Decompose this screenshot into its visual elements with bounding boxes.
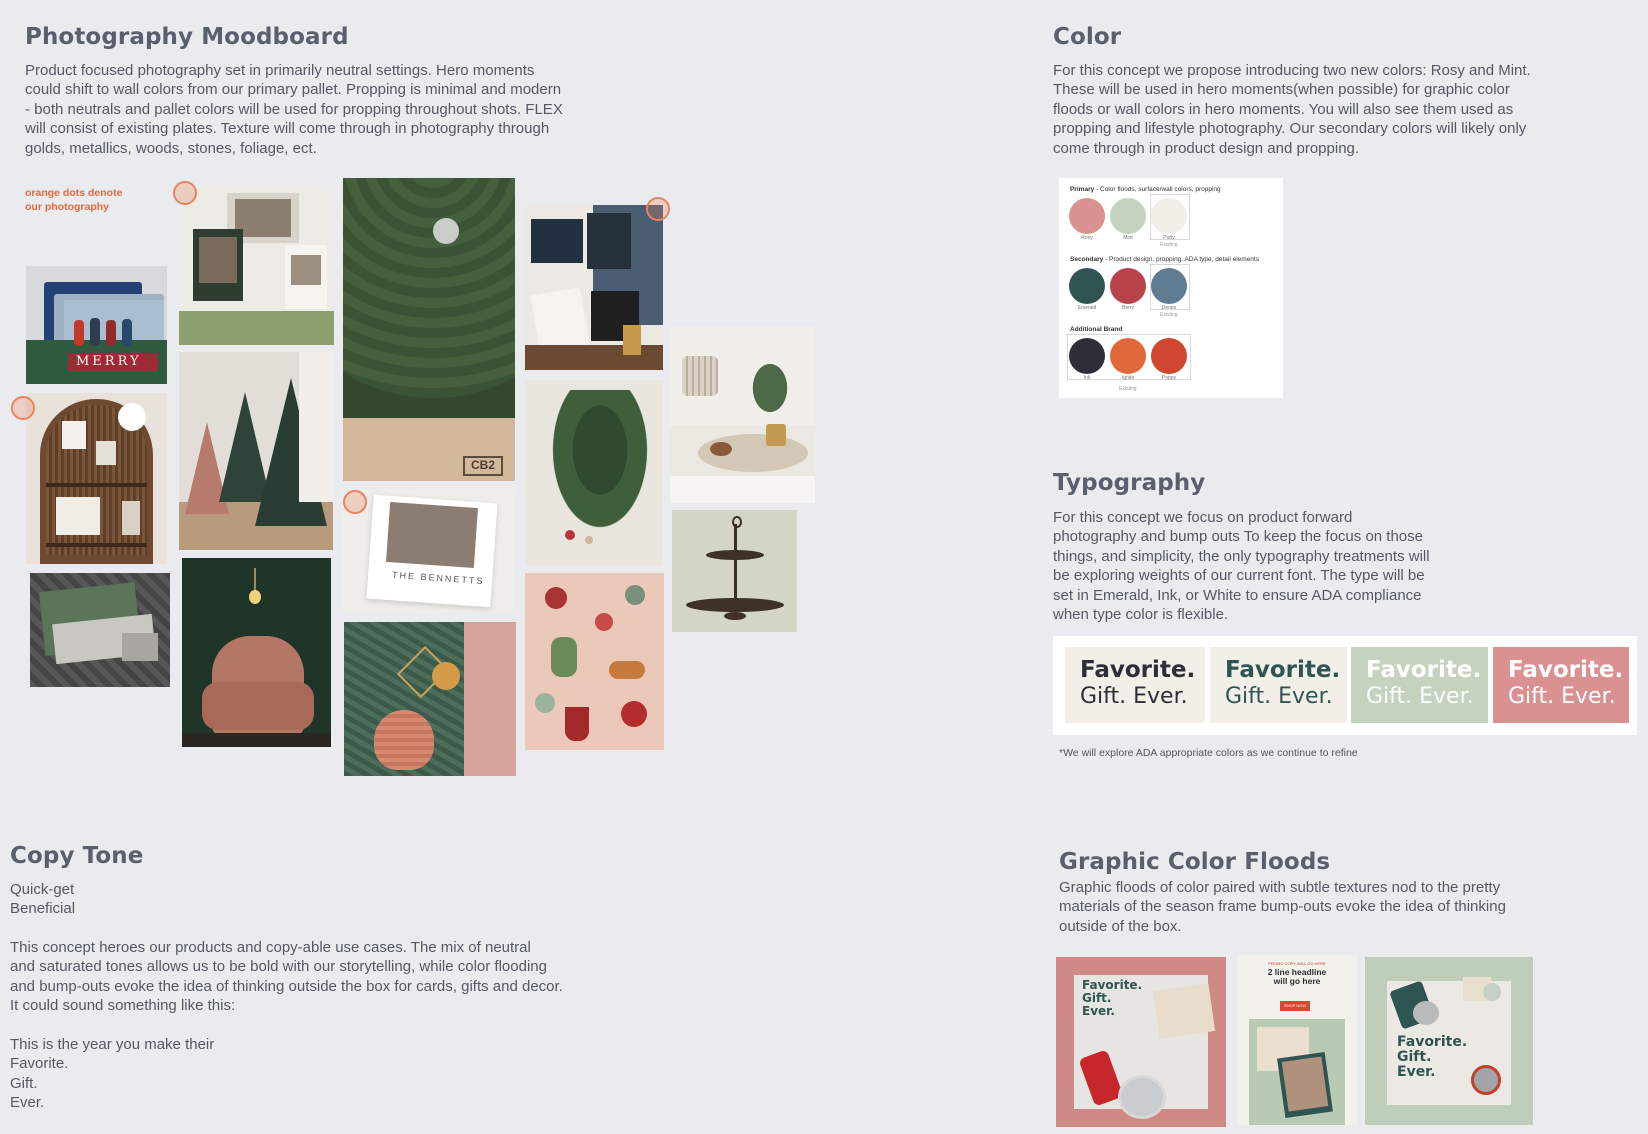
typography-title: Typography xyxy=(1053,470,1206,496)
flood-card-mint xyxy=(1365,957,1533,1125)
photo-paper-trees xyxy=(179,352,333,550)
type-samples-panel xyxy=(1053,636,1637,735)
photo-merry-cards xyxy=(26,266,167,384)
orange-dot-marker xyxy=(11,396,35,420)
swatch-label: Mint xyxy=(1123,235,1133,241)
photo-velvet-chair xyxy=(182,558,331,747)
photo-card-display xyxy=(525,205,663,370)
swatch-label: Putty xyxy=(1163,235,1175,241)
copy-tone-example: This is the year you make their Favorite. Gift. Ever. xyxy=(10,1036,215,1112)
copy-tone-title: Copy Tone xyxy=(10,843,144,869)
swatch-label: Emerald xyxy=(1077,305,1097,311)
swatch-mint xyxy=(1110,198,1146,234)
swatch-label: Poppy xyxy=(1161,375,1177,381)
orange-dot-marker xyxy=(343,490,367,514)
merry-text: MERRY xyxy=(76,354,142,369)
photo-ornaments-flatlay xyxy=(525,573,664,750)
type-sample-rosy: Favorite. Gift. Ever. xyxy=(1493,647,1629,723)
bennetts-text: THE BENNETTS xyxy=(391,569,485,587)
type-sample-emerald: Favorite. Gift. Ever. xyxy=(1210,647,1347,723)
swatch-label: Ink xyxy=(1083,375,1091,381)
photo-tree-skirt xyxy=(343,178,515,481)
swatch-putty xyxy=(1151,198,1187,234)
swatch-berry xyxy=(1110,268,1146,304)
existing-label: Existing xyxy=(1160,312,1178,318)
color-palette-card xyxy=(1059,178,1283,398)
graphic-floods-description: Graphic floods of color paired with subtle textures nod to the pretty materials of the season frame bump-outs evoke the idea of thinking outside of the box. xyxy=(1059,879,1506,935)
swatch-ignite xyxy=(1110,338,1146,374)
type-sample-mint: Favorite. Gift. Ever. xyxy=(1351,647,1488,723)
photo-arch-shelf xyxy=(26,393,167,564)
flood-card-email xyxy=(1237,955,1357,1125)
swatch-emerald xyxy=(1069,268,1105,304)
flood-card-rosy-text: Favorite. Gift. Ever. xyxy=(1082,978,1143,1018)
flood-email-eyebrow: PROMO COPY WILL GO HERE xyxy=(1268,961,1326,966)
flood-card-mint-text: Favorite. Gift. Ever. xyxy=(1397,1034,1468,1080)
copy-tone-description: This concept heroes our products and copy-able use cases. The mix of neutral and saturated tones allows us to be bold with our storytelling, while color flooding and bump-outs evoke the idea of thinking outside the box for cards, gifts and decor. It could sound something like this: xyxy=(10,939,563,1015)
orange-dots-note: orange dots denote our photography xyxy=(25,187,123,213)
copy-tone-attributes: Quick-get Beneficial xyxy=(10,881,76,918)
moodboard-description: Product focused photography set in primarily neutral settings. Hero moments could shift to wall colors from our primary pallet. Propping is minimal and modern - both neutrals and pallet colors will be used for propping throughout shots. FLEX will consist of existing plates. Texture will come through in photography through golds, metallics, woods, stones, foliage, ect. xyxy=(25,62,563,157)
graphic-floods-title: Graphic Color Floods xyxy=(1059,849,1331,875)
photo-cake-stand xyxy=(672,510,797,632)
swatch-poppy xyxy=(1151,338,1187,374)
color-title: Color xyxy=(1053,24,1122,50)
moodboard-title: Photography Moodboard xyxy=(25,24,349,50)
palette-additional-heading: Additional Brand xyxy=(1070,326,1123,333)
type-sample-ink: Favorite. Gift. Ever. xyxy=(1065,647,1205,723)
photo-plant-ornaments xyxy=(525,380,663,565)
palette-primary-heading: Primary - Color floods, surface/wall colors, propping xyxy=(1070,186,1221,193)
photo-living-room xyxy=(670,326,815,503)
photo-tree-ornaments xyxy=(344,622,516,776)
existing-label: Existing xyxy=(1160,242,1178,248)
flood-card-rosy xyxy=(1056,957,1226,1127)
palette-secondary-heading: Secondary - Product design, propping, ADA type, detail elements xyxy=(1070,256,1259,263)
flood-email-button: SHOP NOW xyxy=(1283,1003,1307,1008)
flood-email-headline: 2 line headline will go here xyxy=(1267,967,1327,986)
typography-description: For this concept we focus on product forward photography and bump outs To keep the focus on those things, and simplicity, the only typography treatments will be exploring weights of our current font. The type will be set in Emerald, Ink, or White to ensure ADA compliance when type color is flexible. xyxy=(1053,509,1430,624)
swatch-label: Rosy xyxy=(1081,235,1093,241)
ada-footnote: *We will explore ADA appropriate colors as we continue to refine xyxy=(1059,747,1358,759)
swatch-rosy xyxy=(1069,198,1105,234)
existing-label: Existing xyxy=(1119,386,1137,392)
swatch-label: Berry xyxy=(1122,305,1134,311)
orange-dot-marker xyxy=(646,197,670,221)
swatch-label: Ignite xyxy=(1121,375,1135,381)
cb2-logo: CB2 xyxy=(471,458,496,472)
photo-frames-holiday xyxy=(179,185,334,345)
color-description: For this concept we propose introducing two new colors: Rosy and Mint. These will be used in hero moments(when possible) for graphic color floods or wall colors in hero moments. You will also see them used as propping and lifestyle photography. Our secondary colors will likely only come through in product design and propping. xyxy=(1053,62,1531,157)
orange-dot-marker xyxy=(173,181,197,205)
swatch-denim xyxy=(1151,268,1187,304)
swatch-ink xyxy=(1069,338,1105,374)
photo-gift-box xyxy=(30,573,170,687)
swatch-label: Denim xyxy=(1161,305,1177,311)
photo-family-card xyxy=(342,489,514,613)
